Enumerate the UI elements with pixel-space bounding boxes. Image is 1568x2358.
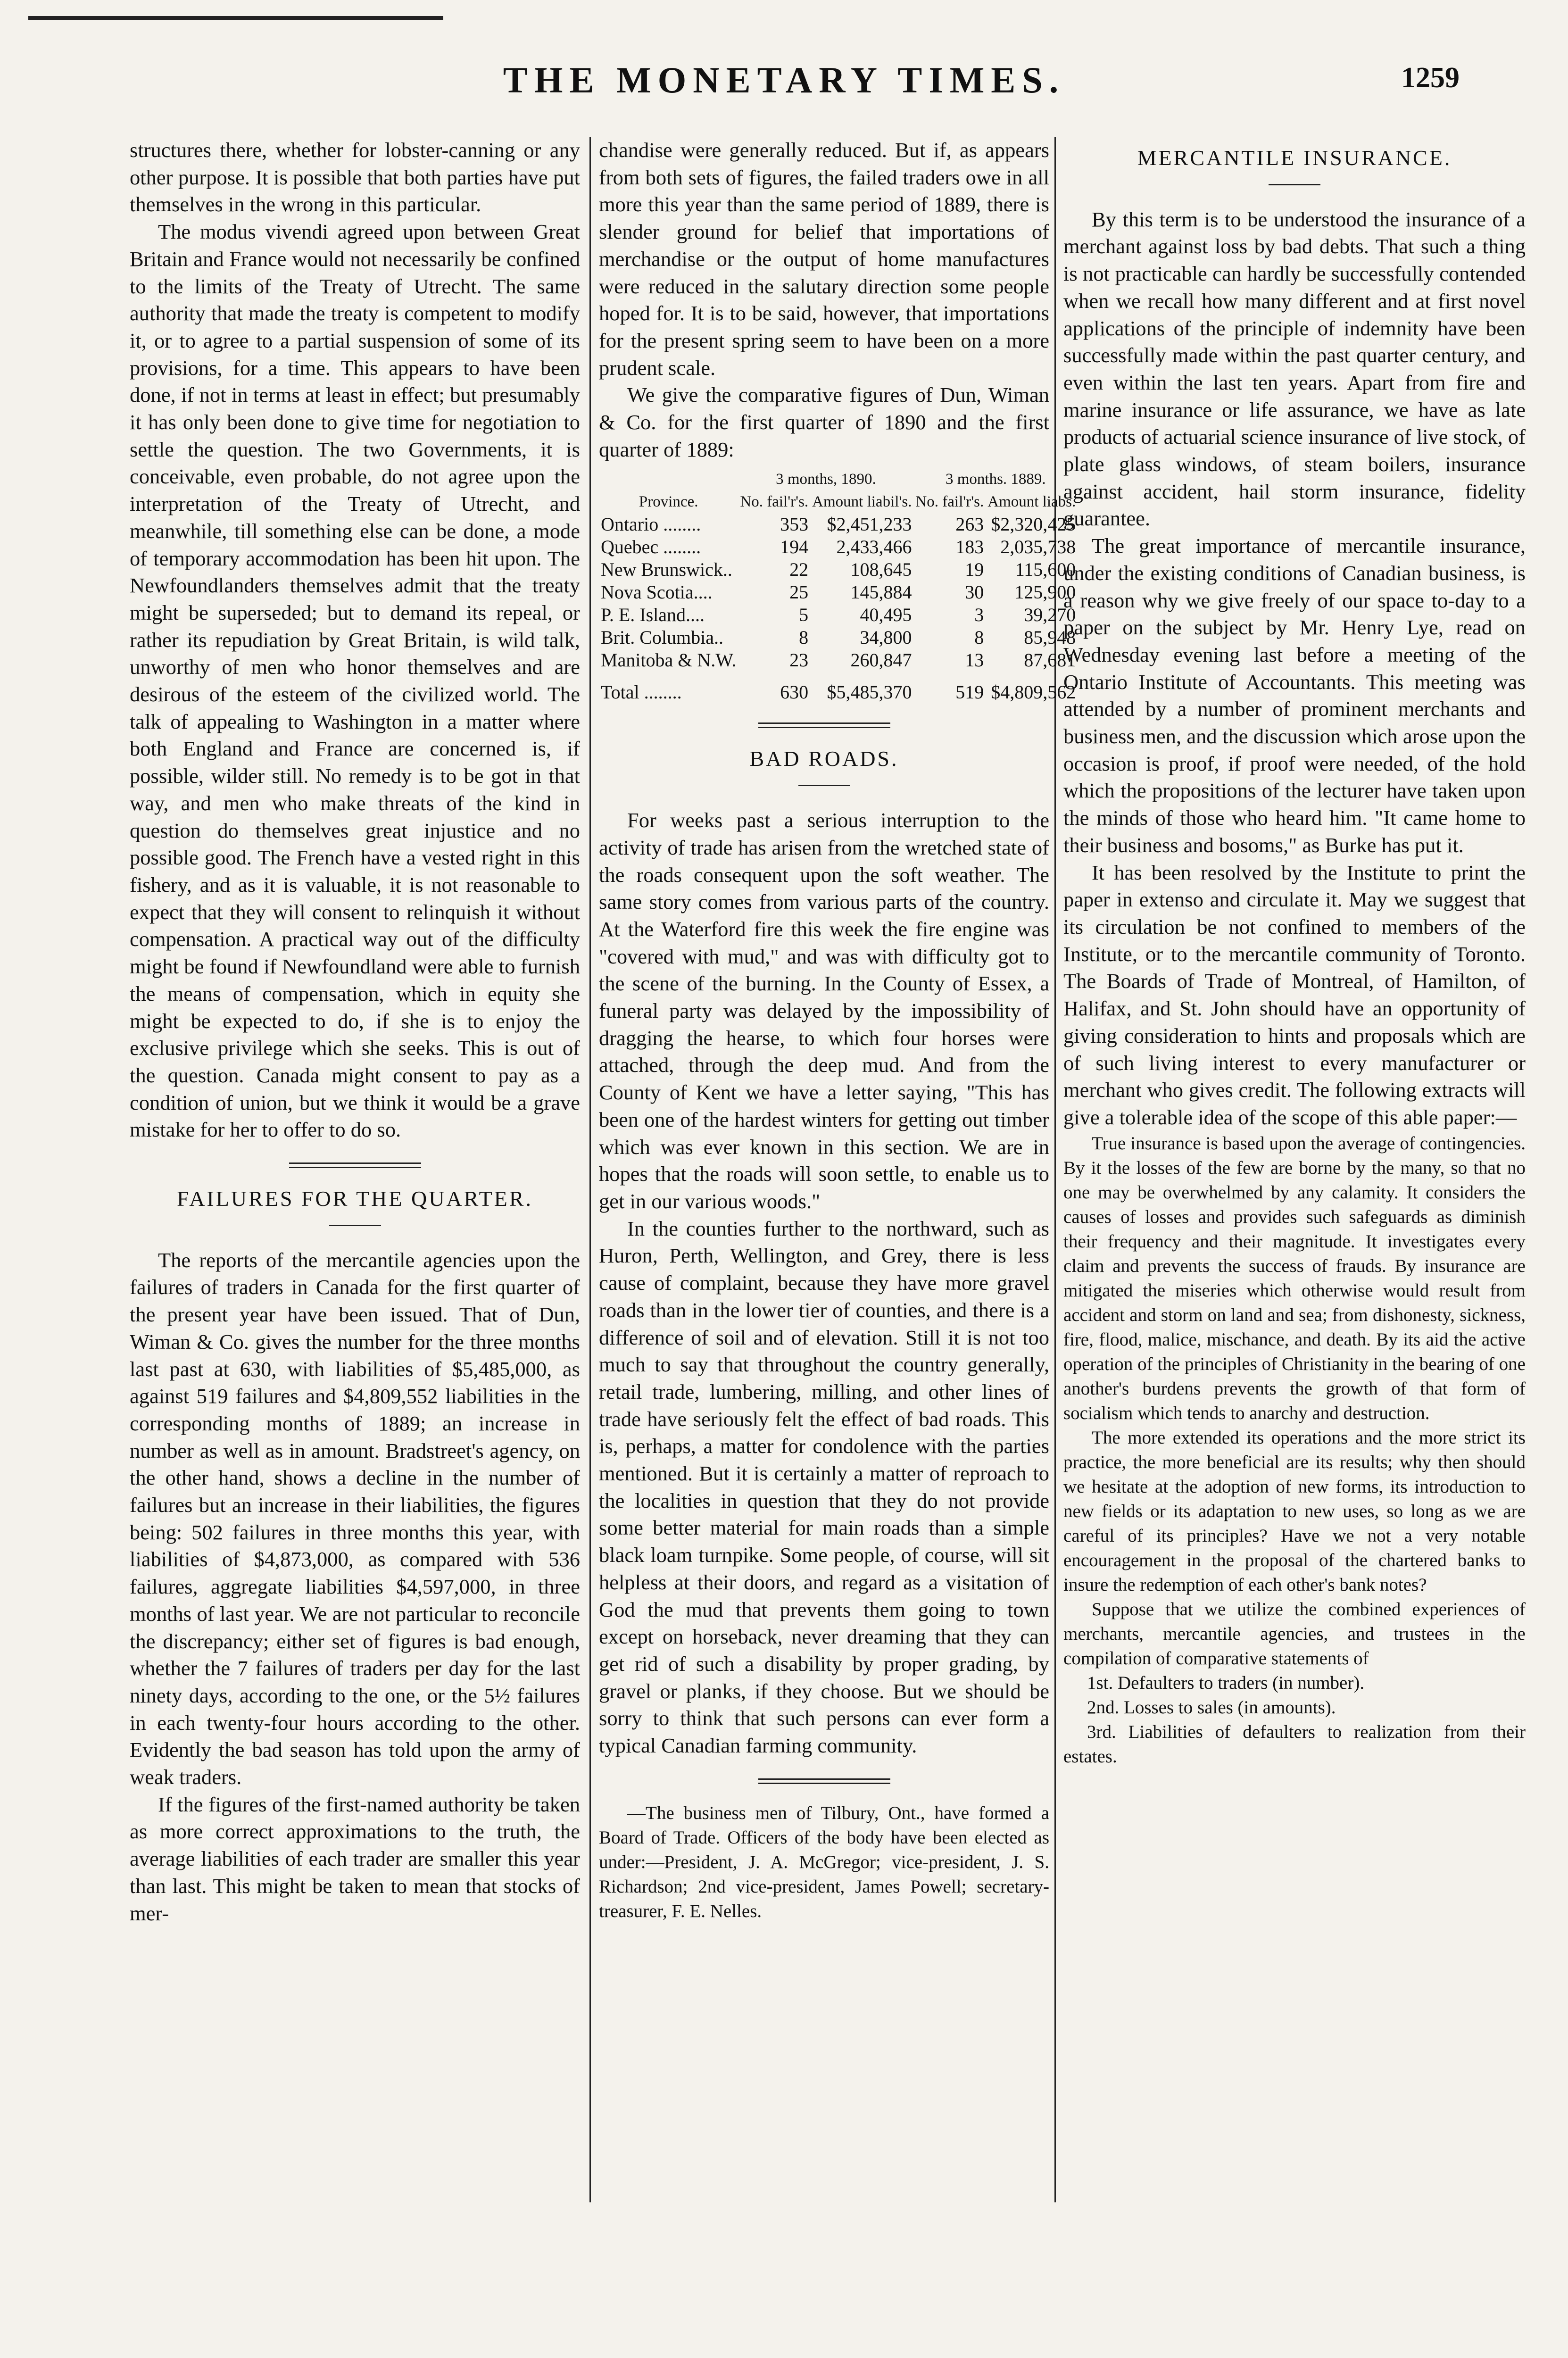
table-cell: 85,948 (1024, 627, 1076, 648)
table-cell: $5,485,370 (827, 681, 912, 703)
table-cell: 8 (799, 627, 809, 648)
table-cell: 25 (789, 581, 809, 603)
section-separator (758, 722, 890, 728)
table-cell: 630 (780, 681, 809, 703)
table-cell: 5 (799, 604, 809, 626)
numbered-list (1063, 1671, 1526, 1769)
table-header: No. fail'r's. (915, 493, 984, 511)
table-cell: Total ........ (601, 681, 682, 703)
table-cell: 19 (965, 559, 984, 581)
table-row (599, 649, 1078, 672)
table-total-row (599, 672, 1078, 704)
table-cell: Quebec ........ (601, 536, 701, 558)
table-cell: 13 (965, 649, 984, 671)
column-1 (130, 137, 580, 1927)
table-row (599, 558, 1078, 581)
section-heading: MERCANTILE INSURANCE. (1063, 144, 1526, 185)
list-item: 3rd. Liabilities of defaulters to realization from their estates. (1063, 1721, 1526, 1767)
paragraph: It has been resolved by the Institute to print the paper in extenso and circulate it. May we suggest that its circulation be not confined to members of the Institute, or to the mercantile community of Toronto. The Boards of Trade of Montreal, of Hamilton, of Halifax, and St. John should have an opportunity of giving consideration to hints and proposals which are of such living interest to every manufacturer or merchant who gives credit. The following extracts will give a tolerable idea of the scope of this able paper:— (1063, 860, 1526, 1129)
paragraph: If the figures of the first-named authority be taken as more correct approximations to the truth, the average liabilities of each trader are smaller this year than last. This might be taken to mean that stocks of mer- (130, 1792, 580, 1925)
table-cell: Nova Scotia.... (601, 581, 713, 603)
failures-table (599, 468, 1078, 704)
table-cell: 519 (955, 681, 984, 703)
column-2 (599, 137, 1076, 1924)
column-rule (589, 137, 591, 2202)
table-cell: 145,884 (850, 581, 912, 603)
paragraph: In the counties further to the northward, such as Huron, Perth, Wellington, and Grey, there is less cause of complaint, because they have more gravel roads than in the lower tier of counties, and there is a difference of soil and of elevation. Still it is not too much to say that throughout the country generally, retail trade, lumbering, milling, and other lines of trade have seriously felt the effect of bad roads. This is, perhaps, a matter for condolence with the parties mentioned. But it is certainly a matter of reproach to the localities in question that they do not provide some better material for main roads than a simple black loam turnpike. Some people, of course, will sit helpless at their doors, and regard as a visitation of God the mud that prevents them going to town except on horseback, never dreaming that they can get rid of such a disability by proper grading, by gravel or planks, if they choose. But we should be sorry to think that such persons can ever form a typical Canadian farming community. (599, 1216, 1049, 1758)
column-rule (1054, 137, 1056, 2202)
list-item: 2nd. Losses to sales (in amounts). (1087, 1697, 1336, 1718)
table-cell: 3 (974, 604, 984, 626)
table-cell: 353 (780, 514, 809, 535)
quoted-paragraph: The more extended its operations and the more strict its practice, the more beneficial are its results; why then should we hesitate at the adoption of new forms, its introduction to new fields or its adaptation to new uses, so long as we are careful of its principles? Have we not a very notable encouragement in the proposal of the chartered banks to insure the redemption of each other's bank notes? (1063, 1427, 1526, 1595)
table-cell: Ontario ........ (601, 514, 701, 535)
table-cell: $2,451,233 (827, 514, 912, 535)
section-heading: FAILURES FOR THE QUARTER. (130, 1185, 580, 1226)
quoted-paragraph: True insurance is based upon the average of contingencies. By it the losses of the few are borne by the many, so that no one may be overwhelmed by any calamity. It considers the causes of losses and provides such safeguards as diminish their frequency and their magnitude. It investigates every claim and prevents the success of frauds. By insurance are mitigated the miseries which otherwise would result from accident and storm on land and sea; from dishonesty, sickness, fire, flood, malice, mischance, and death. By its aid the active operation of the principles of Christianity in the bearing of one another's burdens prevents the growth of that form of socialism which tends to anarchy and destruction. (1063, 1133, 1526, 1423)
table-group-header: 3 months, 1890. (776, 471, 876, 488)
table-cell: 108,645 (850, 559, 912, 581)
masthead-title: THE MONETARY TIMES. (503, 59, 1065, 100)
table-cell: 40,495 (860, 604, 912, 626)
torn-edge-mark (28, 0, 443, 20)
table-header: Amount liabs. (987, 493, 1076, 511)
paragraph: We give the comparative figures of Dun, Wiman & Co. for the first quarter of 1890 and the first quarter of 1889: (599, 383, 1049, 461)
table-header: No. fail'r's. (740, 493, 809, 511)
table-cell: 263 (955, 514, 984, 535)
table-cell: Brit. Columbia.. (601, 627, 723, 648)
paragraph: For weeks past a serious interruption to the activity of trade has arisen from the wretched state of the roads consequent upon the soft weather. The same story comes from various parts of the country. At the Waterford fire this week the fire engine was "covered with mud," and was with difficulty got to the scene of the burning. In the County of Essex, a funeral party was delayed by the impossibility of dragging the hearse, to which four horses were attached, through the deep mud. And from the County of Kent we have a letter saying, "This has been one of the hardest winters for getting out timber which was ever known in this section. We are in hopes that the roads will soon settle, to enable us to get in our various woods." (599, 808, 1049, 1213)
section-separator (289, 1162, 421, 1168)
table-cell: 34,800 (860, 627, 912, 648)
table-cell: 22 (789, 559, 809, 581)
table-cell: 30 (965, 581, 984, 603)
table-cell: 115,600 (1015, 559, 1076, 581)
table-row (599, 536, 1078, 558)
table-cell: 39,270 (1024, 604, 1076, 626)
table-cell: 194 (780, 536, 809, 558)
table-cell: Manitoba & N.W. (601, 649, 737, 671)
table-cell: 87,681 (1024, 649, 1076, 671)
paragraph: The great importance of mercantile insurance, under the existing conditions of Canadian business, is a reason why we give freely of our space to-day to a paper on the subject by Mr. Henry Lye, read on Wednesday evening last before a meeting of the Ontario Institute of Accountants. This meeting was attended by a number of prominent merchants and business men, and the discussion which arose upon the occasion is proof, if proof were needed, of the hold which the propositions of the lecturer have taken upon the minds of those who heard him. "It came home to their business and bosoms," as Burke has put it. (1063, 534, 1526, 857)
table-cell: 23 (789, 649, 809, 671)
table-cell: 260,847 (850, 649, 912, 671)
table-row (599, 604, 1078, 626)
table-cell: 2,433,466 (836, 536, 912, 558)
table-cell: 125,900 (1014, 581, 1076, 603)
quoted-paragraph: Suppose that we utilize the combined experiences of merchants, mercantile agencies, and trustees in the compilation of comparative statements of (1063, 1599, 1526, 1669)
paragraph: The modus vivendi agreed upon between Great Britain and France would not necessarily be confined to the limits of the Treaty of Utrecht. The same authority that made the treaty is competent to modify it, or to agree to a partial suspension of some of its provisions, for a time. This appears to have been done, if not in terms at least in effect; but presumably it has only been done to give time for negotiation to settle the question. The two Governments, it is conceivable, even probable, do not agree upon the interpretation of the Treaty of Utrecht, and meanwhile, till something else can be done, a mode of temporary accommodation has been hit upon. The Newfoundlanders themselves admit that the treaty might be superseded; but to demand its repeal, or rather its repudiation by Great Britain, is wild talk, unworthy of men who honor themselves and are desirous of the esteem of the civilized world. The talk of appealing to Washington in a matter where both England and France are concerned is, if possible, wilder still. No remedy is to be got in that way, and men who make threats of the kind in question do themselves great injustice and no possible good. The French have a vested right in this fishery, and as it is valuable, it is not reasonable to expect that they will consent to relinquish it without compensation. A practical way out of the difficulty might be found if Newfoundland were able to furnish the means of compensation, which in equity she might be expected to do, if she is to enjoy the exclusive privilege which she seeks. This is out of the question. Canada might consent to pay as a condition of union, but we think it would be a grave mistake for her to offer to do so. (130, 220, 580, 1142)
table-cell: New Brunswick.. (601, 559, 732, 581)
table-header: Province. (639, 493, 698, 511)
table-cell: 2,035,738 (1000, 536, 1076, 558)
table-cell: 183 (955, 536, 984, 558)
table-cell: $4,809,562 (991, 681, 1076, 703)
paragraph: By this term is to be understood the insurance of a merchant against loss by bad debts. That such a thing is not practicable can hardly be successfully contended when we recall how many different and at first novel applications of the principle of indemnity have been successfully made within the past quarter century, and even within the last ten years. Apart from fire and marine insurance or life assurance, we have as late products of actuarial science insurance of live stock, of plate glass windows, of steam boilers, insurance against accident, hail storm insurance, fidelity guarantee. (1063, 207, 1526, 531)
table-cell: P. E. Island.... (601, 604, 705, 626)
table-cell: 8 (974, 627, 984, 648)
table-row (599, 513, 1078, 536)
news-item: —The business men of Tilbury, Ont., have formed a Board of Trade. Officers of the body have been elected as under:—President, J. A. McGregor; vice-president, J. S. Richardson; 2nd vice-president, James Powell; secretary-treasurer, F. E. Nelles. (599, 1802, 1049, 1921)
paragraph: structures there, whether for lobster-canning or any other purpose. It is possible that both parties have put themselves in the wrong in this particular. (130, 138, 580, 216)
column-3 (1063, 137, 1526, 1769)
paragraph: The reports of the mercantile agencies upon the failures of traders in Canada for the first quarter of the present year have been issued. That of Dun, Wiman & Co. gives the number for the three months last past at 630, with liabilities of $5,485,000, as against 519 failures and $4,809,552 liabilities in the corresponding months of 1889; an increase in number as well as in amount. Bradstreet's agency, on the other hand, shows a decline in the number of failures but an increase in their liabilities, the figures being: 502 failures in three months this year, with liabilities of $4,873,000, as compared with 536 failures, aggregate liabilities $4,597,000, in three months of last year. We are not particular to reconcile the discrepancy; either set of figures is bad enough, whether the 7 failures of traders per day for the last ninety days, according to the one, or the 5½ failures in each twenty-four hours according to the other. Evidently the bad season has told upon the army of weak traders. (130, 1248, 580, 1789)
page-number: 1259 (1401, 62, 1460, 94)
section-heading: BAD ROADS. (599, 745, 1049, 786)
table-row (599, 581, 1078, 604)
table-header: Amount liabil's. (812, 493, 912, 511)
table-row (599, 626, 1078, 649)
paragraph: chandise were generally reduced. But if, as appears from both sets of figures, the failed traders owe in all more this year than the same period of 1889, there is slender ground for belief that importations of merchandise or the output of home manufactures were reduced in the salutary direction some people hoped for. It is to be said, however, that importations for the present spring seem to have been on a more prudent scale. (599, 138, 1049, 380)
table-cell: $2,320,425 (991, 514, 1076, 535)
section-separator (758, 1778, 890, 1784)
table-group-header: 3 months. 1889. (946, 471, 1046, 488)
list-item: 1st. Defaulters to traders (in number). (1087, 1672, 1365, 1693)
